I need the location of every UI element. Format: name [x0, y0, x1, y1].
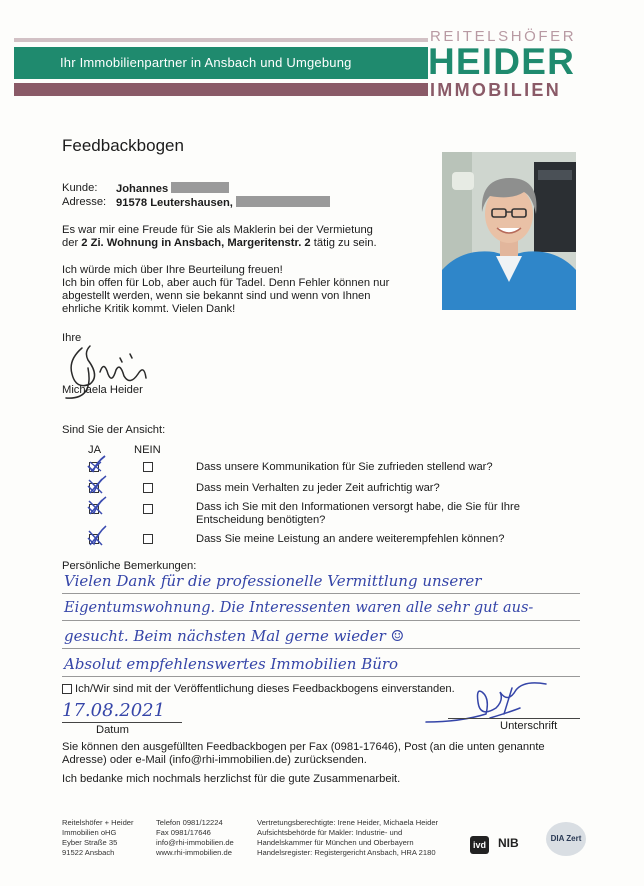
- question-3-nein-checkbox[interactable]: [143, 504, 153, 514]
- ihre-label: Ihre: [62, 332, 82, 344]
- para2-line-1: Ich würde mich über Ihre Beurteilung freuen!: [62, 264, 283, 276]
- question-2-text: Dass mein Verhalten zu jeder Zeit aufrichtig war?: [196, 482, 440, 494]
- redaction-box: [171, 182, 229, 193]
- date-label: Datum: [96, 724, 129, 736]
- agent-portrait-photo: [442, 152, 576, 310]
- remarks-rule-2: [62, 620, 580, 621]
- question-4-nein-checkbox[interactable]: [143, 534, 153, 544]
- thanks-text: Ich bedanke mich nochmals herzlichst für die gute Zusammenarbeit.: [62, 773, 401, 785]
- logo-top-text: REITELSHÖFER: [430, 28, 577, 45]
- para2-line-3: abgestellt werden, wenn sie bekannt sind und wenn von Ihnen: [62, 290, 371, 302]
- remarks-line-1: Vielen Dank für die professionelle Vermittlung unserer: [64, 572, 482, 590]
- adresse-value: 91578 Leutershausen,: [116, 196, 330, 210]
- footer-contact: Telefon 0981/12224 Fax 0981/17646 info@rhi-immobilien.de www.rhi-immobilien.de: [156, 818, 234, 857]
- column-ja-header: JA: [88, 444, 102, 456]
- signer-name: Michaela Heider: [62, 384, 143, 396]
- consent-text: Ich/Wir sind mit der Veröffentlichung dieses Feedbackbogens einverstanden.: [75, 683, 455, 695]
- return-text-line-1: Sie können den ausgefüllten Feedbackbogen per Fax (0981-17646), Post (an die unten genannte: [62, 741, 545, 753]
- nib-logo: NIB: [498, 836, 519, 850]
- dia-zert-seal: DIA Zert: [546, 822, 586, 856]
- footer-company: Reitelshöfer + Heider Immobilien oHG Eyber Straße 35 91522 Ansbach: [62, 818, 134, 857]
- date-rule: [62, 722, 182, 723]
- column-nein-header: NEIN: [134, 444, 161, 456]
- question-4-text: Dass Sie meine Leistung an andere weiterempfehlen können?: [196, 533, 505, 545]
- question-2-nein-checkbox[interactable]: [143, 483, 153, 493]
- header-tagline: Ihr Immobilienpartner in Ansbach und Umgebung: [60, 55, 352, 70]
- question-3-text-cont: Entscheidung benötigten?: [196, 514, 326, 526]
- question-3-check-mark: [85, 495, 107, 517]
- remarks-line-3: gesucht. Beim nächsten Mal gerne wieder ☺: [64, 627, 405, 645]
- signature-rule: [448, 718, 580, 719]
- remarks-label: Persönliche Bemerkungen:: [62, 560, 197, 572]
- date-value: 17.08.2021: [62, 700, 166, 721]
- question-2-check-mark: [85, 474, 107, 496]
- ivd-badge: ivd: [470, 836, 489, 854]
- remarks-rule-3: [62, 648, 580, 649]
- signature-label: Unterschrift: [500, 720, 558, 732]
- question-1-text: Dass unsere Kommunikation für Sie zufrieden stellend war?: [196, 461, 493, 473]
- question-intro: Sind Sie der Ansicht:: [62, 424, 166, 436]
- remarks-rule-1: [62, 593, 580, 594]
- question-3-text: Dass ich Sie mit den Informationen versorgt habe, die Sie für Ihre: [196, 501, 520, 513]
- question-1-nein-checkbox[interactable]: [143, 462, 153, 472]
- logo-main-text: HEIDER: [428, 41, 575, 82]
- consent-checkbox[interactable]: [62, 684, 72, 694]
- portrait-illustration: [442, 152, 576, 310]
- adresse-label: Adresse:: [62, 196, 107, 208]
- remarks-rule-4: [62, 676, 580, 677]
- return-text-line-2: Adresse) oder e-Mail (info@rhi-immobilien.de) zurücksenden.: [62, 754, 367, 766]
- kunde-name: Johannes: [116, 182, 229, 196]
- footer-legal: Vertretungsberechtigte: Irene Heider, Michaela Heider Aufsichtsbehörde für Makler: Industrie- und Handelskammer für München und Oberbayern Handelsregister: Registergericht Ansbach, HRA 2180: [257, 818, 439, 857]
- header-top-line: [14, 38, 428, 42]
- header-mauve-band: [14, 83, 428, 96]
- form-title: Feedbackbogen: [62, 136, 184, 155]
- question-1-check-mark: [85, 454, 107, 474]
- redaction-box: [236, 196, 330, 207]
- kunde-label: Kunde:: [62, 182, 98, 194]
- intro-line-1: Es war mir eine Freude für Sie als Maklerin bei der Vermietung: [62, 224, 373, 236]
- question-4-check-mark: [85, 524, 107, 548]
- header-green-band-tail: [416, 47, 428, 79]
- remarks-line-4: Absolut empfehlenswertes Immobilien Büro: [64, 655, 399, 673]
- intro-line-2: der 2 Zi. Wohnung in Ansbach, Margeritenstr. 2 tätig zu sein.: [62, 237, 377, 249]
- remarks-line-2: Eigentumswohnung. Die Interessenten waren alle sehr gut aus-: [64, 600, 534, 616]
- logo-sub-text: IMMOBILIEN: [430, 80, 561, 100]
- para2-line-4: ehrliche Kritik kommt. Vielen Dank!: [62, 303, 236, 315]
- para2-line-2: Ich bin offen für Lob, aber auch für Tadel. Denn Fehler können nur: [62, 277, 390, 289]
